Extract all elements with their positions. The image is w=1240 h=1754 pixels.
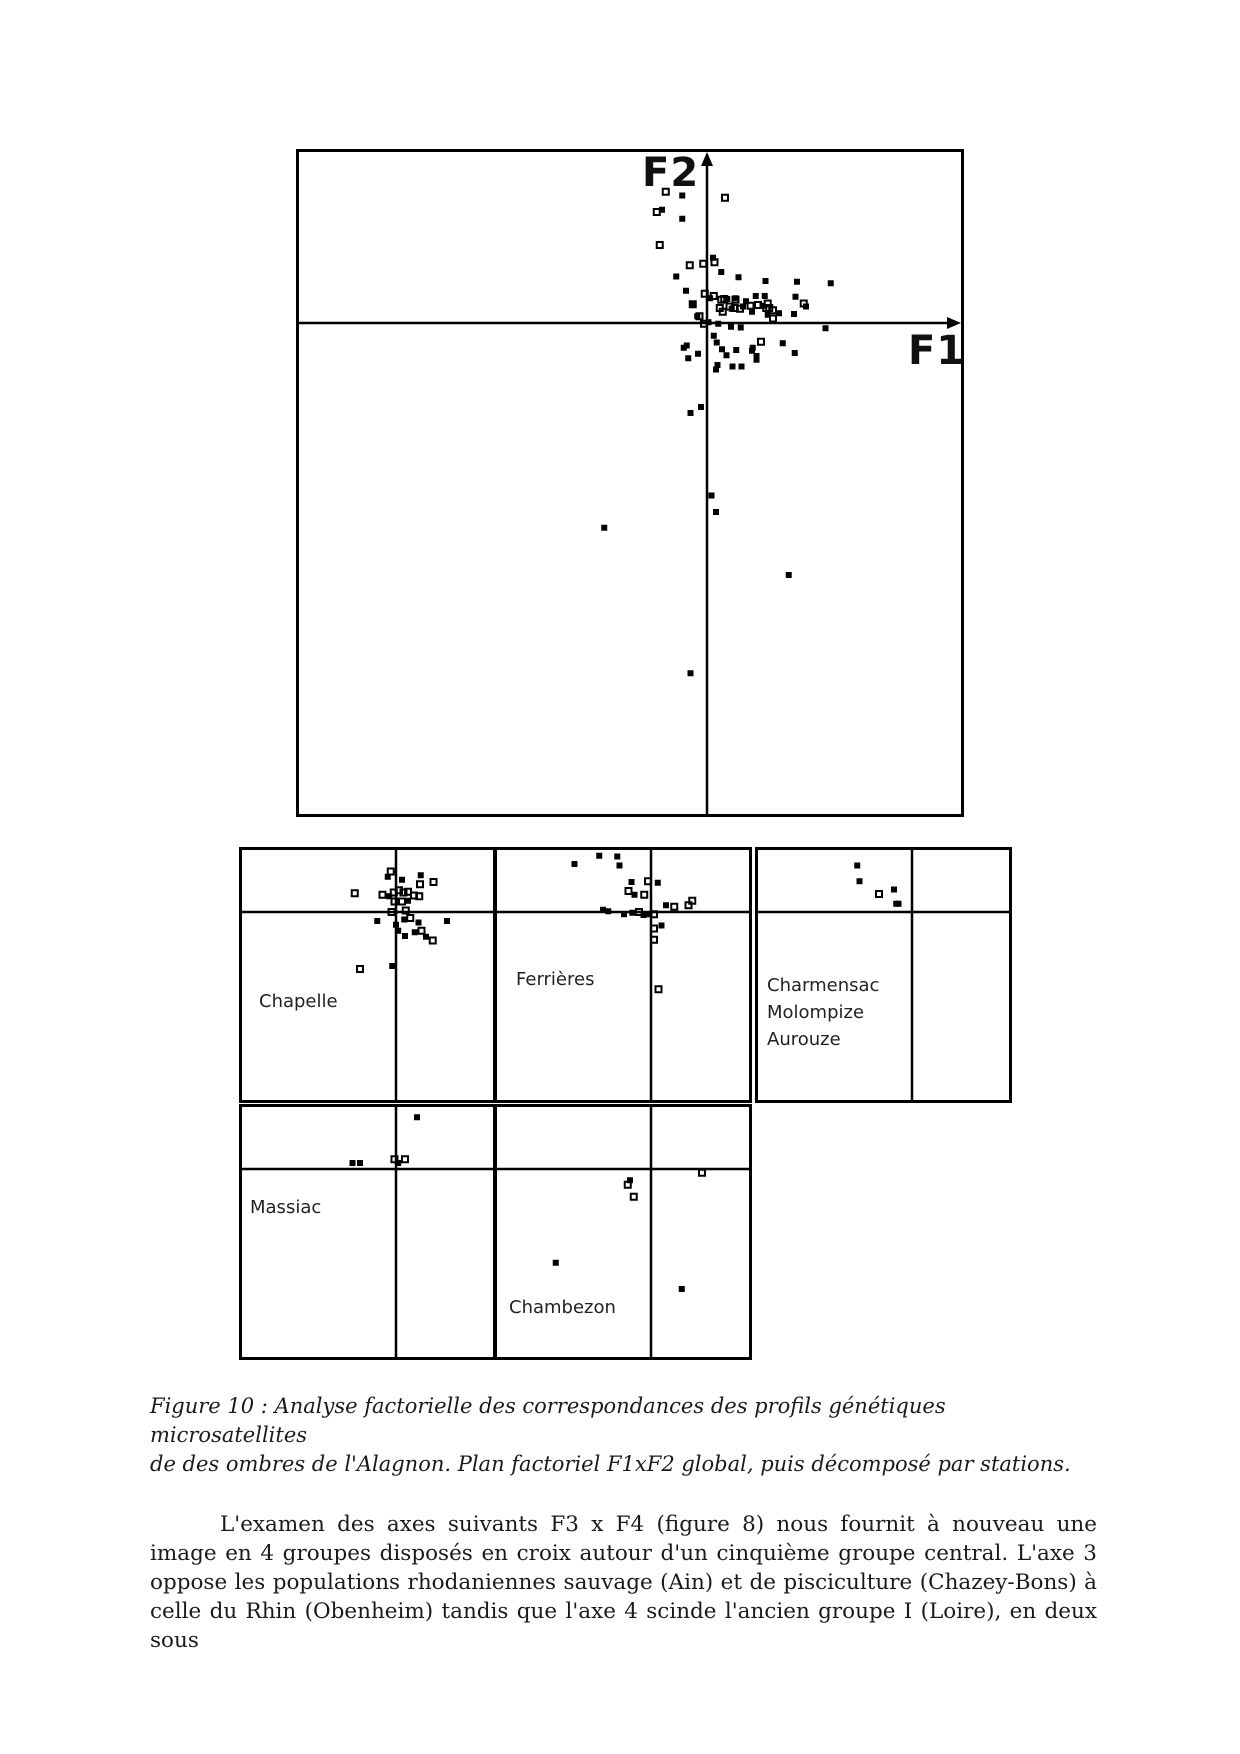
station-name-line: Aurouze	[767, 1029, 841, 1050]
data-point	[803, 304, 809, 310]
data-point	[724, 352, 730, 358]
data-point-hollow	[645, 878, 651, 884]
data-point	[614, 854, 620, 860]
data-point-hollow	[876, 891, 882, 897]
data-point-hollow	[687, 262, 693, 268]
data-point	[641, 912, 647, 918]
station-name-line: Molompize	[767, 1002, 865, 1023]
axis-f2-label: F2	[642, 150, 700, 196]
data-point	[617, 863, 623, 869]
data-point-hollow	[625, 1182, 631, 1188]
data-point-hollow	[712, 259, 718, 265]
data-point	[791, 311, 797, 317]
main-factorial-plot	[296, 149, 964, 817]
data-point	[715, 321, 721, 327]
data-point	[891, 887, 897, 893]
data-point	[679, 1286, 685, 1292]
data-point-hollow	[748, 303, 754, 309]
data-point-hollow	[419, 928, 425, 934]
data-point	[753, 293, 759, 299]
data-point-hollow	[430, 938, 436, 944]
data-point	[754, 357, 760, 363]
data-point	[357, 1160, 363, 1166]
data-point	[739, 364, 745, 370]
data-point-hollow	[431, 879, 437, 885]
data-point	[399, 877, 405, 883]
data-point-hollow	[388, 869, 394, 875]
data-point	[659, 207, 665, 213]
data-point	[713, 509, 719, 515]
data-point	[414, 1114, 420, 1120]
data-point-hollow	[686, 902, 692, 908]
data-point	[395, 928, 401, 934]
data-point-hollow	[416, 893, 422, 899]
data-point	[553, 1260, 559, 1266]
data-point	[402, 933, 408, 939]
data-point	[673, 274, 679, 280]
caption-line-1: Figure 10 : Analyse factorielle des correspondances des profils génétiques microsatellites	[150, 1394, 946, 1447]
data-point	[659, 923, 665, 929]
data-point-hollow	[392, 899, 398, 905]
station-name: Chapelle	[259, 991, 338, 1012]
station-plot-canvas	[242, 850, 493, 1100]
data-point	[786, 572, 792, 578]
data-point	[572, 861, 578, 867]
data-point	[736, 274, 742, 280]
data-point-hollow	[758, 339, 764, 345]
data-point-hollow	[352, 890, 358, 896]
data-point	[724, 296, 730, 302]
station-name-line: Charmensac	[767, 975, 880, 996]
data-point-hollow	[417, 881, 423, 887]
data-point	[685, 355, 691, 361]
data-point	[395, 1160, 401, 1166]
station-panel-charmensac-molompize-aurouze	[755, 847, 1012, 1103]
data-point	[679, 216, 685, 222]
data-point-hollow	[407, 915, 413, 921]
data-point	[416, 920, 422, 926]
main-plot-canvas	[299, 152, 961, 814]
data-point	[621, 911, 627, 917]
data-point-hollow	[657, 242, 663, 248]
data-point	[794, 279, 800, 285]
data-point	[393, 922, 399, 928]
data-point	[728, 324, 734, 330]
data-point	[350, 1160, 356, 1166]
data-point	[780, 340, 786, 346]
station-label-chambezon	[509, 1294, 616, 1321]
data-point	[695, 351, 701, 357]
station-label-chapelle	[259, 988, 338, 1015]
data-point	[605, 908, 611, 914]
data-point	[688, 670, 694, 676]
data-point	[698, 404, 704, 410]
station-panel-massiac	[239, 1104, 496, 1360]
data-point	[389, 963, 395, 969]
data-point	[738, 325, 744, 331]
data-point-hollow	[651, 926, 657, 932]
data-point-hollow	[399, 899, 405, 905]
data-point	[828, 280, 834, 286]
station-label-charmensac-molompize-aurouze	[767, 972, 879, 1053]
data-point-hollow	[711, 293, 717, 299]
data-point	[688, 410, 694, 416]
data-point-hollow	[357, 966, 363, 972]
data-point-hollow	[641, 892, 647, 898]
data-point-hollow	[699, 1170, 705, 1176]
data-point-hollow	[654, 209, 660, 215]
data-point	[444, 918, 450, 924]
station-panel-chapelle	[239, 847, 496, 1103]
data-point	[600, 907, 606, 913]
station-name: Massiac	[250, 1197, 322, 1218]
data-point-hollow	[700, 261, 706, 267]
data-point	[749, 309, 755, 315]
data-point	[412, 929, 418, 935]
axis-f1-label: F1	[908, 328, 966, 374]
data-point	[715, 362, 721, 368]
station-panel-chambezon	[494, 1104, 752, 1360]
data-point-hollow	[702, 291, 708, 297]
data-point	[632, 892, 638, 898]
data-point-hollow	[402, 1156, 408, 1162]
data-point	[683, 288, 689, 294]
data-point	[655, 880, 661, 886]
data-point	[823, 325, 829, 331]
data-point	[762, 293, 768, 299]
station-name: Ferrières	[516, 969, 595, 990]
data-point	[763, 278, 769, 284]
data-point-hollow	[656, 986, 662, 992]
data-point	[792, 350, 798, 356]
station-panel-ferrieres	[494, 847, 752, 1103]
data-point	[711, 333, 717, 339]
data-point-hollow	[651, 937, 657, 943]
data-point-hollow	[671, 904, 677, 910]
data-point	[601, 525, 607, 531]
data-point	[681, 345, 687, 351]
data-point-hollow	[651, 911, 657, 917]
data-point-hollow	[722, 195, 728, 201]
data-point	[714, 340, 720, 346]
data-point	[706, 319, 712, 325]
data-point-hollow	[770, 316, 776, 322]
station-name: Chambezon	[509, 1297, 616, 1318]
data-point	[709, 493, 715, 499]
data-point	[718, 269, 724, 275]
data-point	[719, 346, 725, 352]
data-point	[793, 294, 799, 300]
data-point	[730, 364, 736, 370]
data-point-hollow	[626, 888, 632, 894]
data-point	[596, 853, 602, 859]
station-plot-canvas	[242, 1107, 493, 1357]
data-point	[663, 902, 669, 908]
data-point	[749, 348, 755, 354]
body-paragraph: L'examen des axes suivants F3 x F4 (figure 8) nous fournit à nouveau une image en 4 groupes disposés en croix autour d'un cinquième groupe central. L'axe 3 oppose les populations rhodaniennes sauvage (Ain) et de pisciculture (Chazey-Bons) à celle du Rhin (Obenheim) tandis que l'axe 4 scinde l'ancien groupe I (Loire), en deux sous	[150, 1512, 1097, 1653]
station-label-massiac	[250, 1194, 321, 1221]
station-label-ferrieres	[516, 966, 594, 993]
figure-caption	[150, 1392, 1097, 1479]
data-point-hollow	[631, 1194, 637, 1200]
data-point-hollow	[380, 892, 386, 898]
data-point	[854, 863, 860, 869]
data-point	[629, 910, 635, 916]
data-point	[896, 901, 902, 907]
data-point	[629, 879, 635, 885]
f2-axis-arrow	[701, 152, 713, 166]
data-point	[733, 347, 739, 353]
data-point	[740, 304, 746, 310]
data-point	[418, 872, 424, 878]
data-point	[857, 878, 863, 884]
data-point	[374, 918, 380, 924]
data-point-hollow	[403, 908, 409, 914]
data-point	[423, 934, 429, 940]
data-point	[401, 917, 407, 923]
caption-line-2: de des ombres de l'Alagnon. Plan factoriel F1xF2 global, puis décomposé par stations.	[150, 1452, 1071, 1476]
data-point	[405, 898, 411, 904]
